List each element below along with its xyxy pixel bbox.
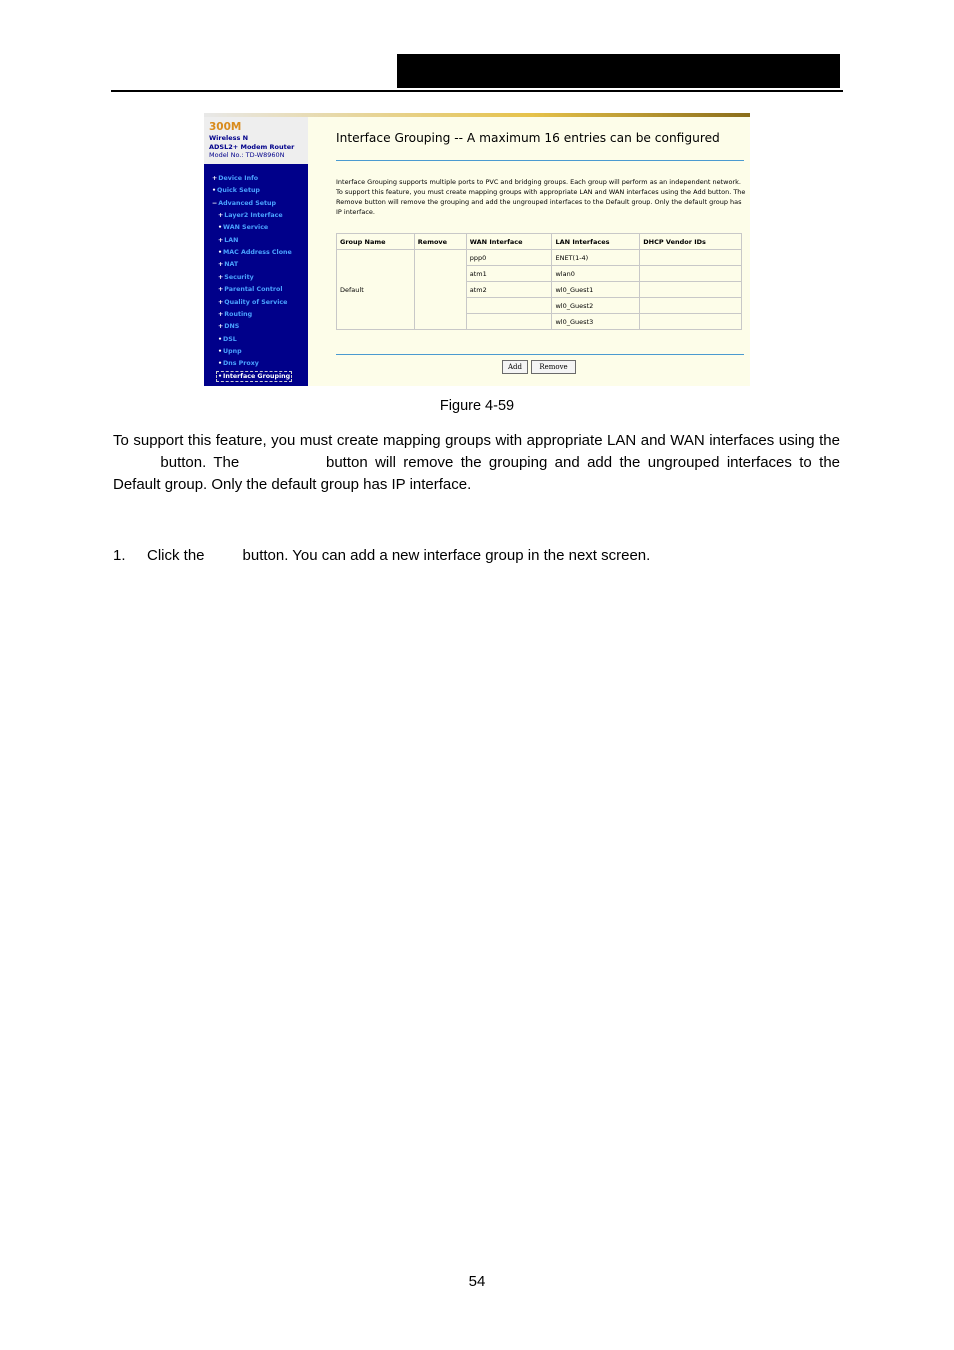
body-paragraph xyxy=(113,430,840,496)
table-header-row xyxy=(337,234,742,250)
nav-label: Parental Control xyxy=(224,286,283,294)
nav-label: Security xyxy=(224,273,254,281)
brand-panel xyxy=(204,117,308,164)
nav-marker: + xyxy=(218,310,224,318)
sidebar-item-mac-address-clone[interactable] xyxy=(218,249,292,256)
brand-line1: Wireless N xyxy=(209,134,249,142)
brand-speed: 300M xyxy=(209,121,242,133)
sidebar-item-routing[interactable] xyxy=(218,311,252,318)
dhcp-cell xyxy=(640,282,742,298)
title-divider xyxy=(336,160,744,161)
sidebar-item-quick-setup[interactable] xyxy=(212,187,260,194)
lan-cell: wl0_Guest3 xyxy=(552,314,640,330)
col-dhcp-vendor-ids: DHCP Vendor IDs xyxy=(640,234,742,250)
nav-marker: • xyxy=(212,187,217,195)
add-button[interactable]: Add xyxy=(502,360,528,374)
dhcp-cell xyxy=(640,266,742,282)
nav-label: Quick Setup xyxy=(217,187,260,195)
page-number: 54 xyxy=(468,1273,486,1290)
nav-label: Quality of Service xyxy=(224,298,288,306)
nav-marker: + xyxy=(218,212,224,220)
grouping-table xyxy=(336,233,742,330)
nav-marker: • xyxy=(218,224,223,232)
lan-cell: ENET(1-4) xyxy=(552,250,640,266)
sidebar-item-nat[interactable] xyxy=(218,261,238,268)
nav-label: NAT xyxy=(224,261,239,269)
col-lan-interfaces: LAN Interfaces xyxy=(552,234,640,250)
nav-marker: + xyxy=(218,323,224,331)
nav-label: DNS xyxy=(224,323,240,331)
para-part-c: button will remove the grouping and add the ungrouped interfaces to the Default group. Only the default group has IP interface. xyxy=(113,454,840,493)
nav-marker: • xyxy=(218,347,223,355)
step-1 xyxy=(113,547,650,564)
para-part-a: To support this feature, you must create mapping groups with appropriate LAN and WAN interfaces using the xyxy=(113,432,840,449)
figure-caption: Figure 4-59 xyxy=(439,398,515,414)
remove-cell xyxy=(414,250,466,330)
sidebar-item-dns-proxy[interactable] xyxy=(218,360,259,367)
wan-cell xyxy=(466,298,552,314)
lan-cell: wlan0 xyxy=(552,266,640,282)
lan-cell: wl0_Guest2 xyxy=(552,298,640,314)
sidebar-item-wan-service[interactable] xyxy=(218,224,268,231)
nav-label: Routing xyxy=(224,310,253,318)
wan-cell: atm2 xyxy=(466,282,552,298)
nav-label: Dns Proxy xyxy=(223,360,259,368)
nav-marker: − xyxy=(212,199,218,207)
nav-label: Interface Grouping xyxy=(223,372,291,380)
sidebar-item-upnp[interactable] xyxy=(218,348,242,355)
page-title: Interface Grouping -- A maximum 16 entries can be configured xyxy=(336,131,720,145)
nav-label: Upnp xyxy=(223,347,242,355)
bottom-divider xyxy=(336,354,744,355)
main-panel xyxy=(308,117,750,386)
nav-label: DSL xyxy=(223,335,237,343)
nav-label: Layer2 Interface xyxy=(224,212,283,220)
col-wan-interface: WAN Interface xyxy=(466,234,552,250)
lan-cell: wl0_Guest1 xyxy=(552,282,640,298)
wan-cell: atm1 xyxy=(466,266,552,282)
brand-model: Model No.: TD-W8960N xyxy=(209,151,285,159)
sidebar-item-dsl[interactable] xyxy=(218,336,237,343)
nav-label: LAN xyxy=(224,236,239,244)
nav-marker: + xyxy=(218,298,224,306)
wan-cell xyxy=(466,314,552,330)
step-number: 1. xyxy=(113,547,126,564)
nav-marker: • xyxy=(218,360,223,368)
sidebar-item-dns[interactable] xyxy=(218,323,239,330)
page-description: Interface Grouping supports multiple ports to PVC and bridging groups. Each group will perform as an independent network. To support this feature, you must create mapping groups with appropriate LAN and WAN interfaces using the Add button. The Remove button will remove the grouping and add the ungrouped interfaces to the Default group. Only the default group has IP interface. xyxy=(336,178,746,216)
dhcp-cell xyxy=(640,250,742,266)
nav-label: WAN Service xyxy=(223,224,269,232)
header-bar xyxy=(397,54,840,88)
table-row xyxy=(337,250,742,266)
col-group-name: Group Name xyxy=(337,234,415,250)
nav-marker: • xyxy=(218,335,223,343)
nav-marker: + xyxy=(218,286,224,294)
step-text-b: button. You can add a new interface group in the next screen. xyxy=(242,547,651,564)
remove-button[interactable]: Remove xyxy=(531,360,576,374)
para-part-b: button. The xyxy=(160,454,240,471)
header-rule xyxy=(111,90,843,92)
step-text-a: Click the xyxy=(147,547,205,564)
nav-marker: + xyxy=(218,261,224,269)
wan-cell: ppp0 xyxy=(466,250,552,266)
sidebar-item-lan[interactable] xyxy=(218,237,238,244)
nav-label: Device Info xyxy=(218,175,259,182)
nav-label: Advanced Setup xyxy=(218,199,277,207)
router-screenshot xyxy=(204,113,750,386)
sidebar-item-quality-of-service[interactable] xyxy=(218,299,287,306)
nav-marker: • xyxy=(218,249,223,257)
sidebar-item-parental-control[interactable] xyxy=(218,286,282,293)
dhcp-cell xyxy=(640,314,742,330)
nav-marker: + xyxy=(218,236,224,244)
nav-label: MAC Address Clone xyxy=(223,249,292,257)
brand-lines xyxy=(209,134,294,151)
sidebar-item-layer2-interface[interactable] xyxy=(218,212,283,219)
nav-marker: + xyxy=(212,175,218,182)
brand-line2: ADSL2+ Modem Router xyxy=(209,142,295,151)
sidebar-item-security[interactable] xyxy=(218,274,254,281)
col-remove: Remove xyxy=(414,234,466,250)
sidebar xyxy=(204,117,308,386)
group-name-cell: Default xyxy=(337,250,415,330)
sidebar-item-advanced-setup[interactable] xyxy=(212,200,276,207)
dhcp-cell xyxy=(640,298,742,314)
nav-marker: + xyxy=(218,273,224,281)
sidebar-item-device-info[interactable] xyxy=(212,175,258,182)
nav-marker: • xyxy=(218,372,223,380)
sidebar-item-interface-grouping[interactable] xyxy=(218,373,290,380)
